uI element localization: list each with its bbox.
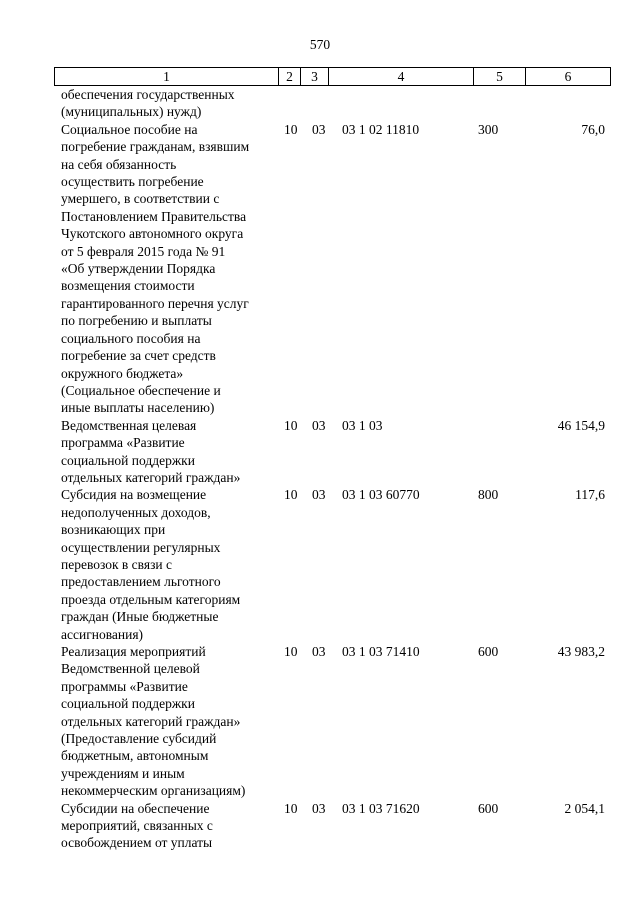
subsection-code: 03	[312, 487, 326, 503]
row-description	[61, 486, 281, 643]
description-line: возникающих при	[61, 522, 166, 538]
description-line: отдельных категорий граждан»	[61, 469, 241, 485]
expense-type-code: 600	[478, 800, 499, 816]
header-col-5: 5	[474, 68, 526, 86]
table-row	[0, 486, 640, 643]
description-line: ассигнования)	[61, 626, 144, 642]
subsection-code: 03	[312, 417, 326, 433]
amount: 46 154,9	[557, 417, 605, 433]
description-line: отдельных категорий граждан»	[61, 713, 241, 729]
description-line: (муниципальных) нужд)	[61, 104, 202, 120]
description-line: социального пособия на	[61, 330, 201, 346]
target-article-code: 03 1 02 11810	[342, 121, 420, 137]
description-line: умершего, в соответствии с	[61, 191, 220, 207]
header-col-1: 1	[55, 68, 279, 86]
description-line: перевозок в связи с	[61, 556, 172, 572]
description-line: иные выплаты населению)	[61, 400, 215, 416]
description-line: программы «Развитие	[61, 678, 188, 694]
description-line: Ведомственной целевой	[61, 661, 200, 677]
table-row	[0, 643, 640, 800]
row-description	[61, 643, 281, 800]
row-description	[61, 86, 281, 121]
expense-type-code: 800	[478, 487, 499, 503]
description-line: Постановлением Правительства	[61, 208, 247, 224]
header-col-3: 3	[301, 68, 329, 86]
section-code: 10	[284, 417, 298, 433]
description-line: обеспечения государственных	[61, 87, 235, 102]
description-line: мероприятий, связанных с	[61, 818, 213, 834]
description-line: граждан (Иные бюджетные	[61, 609, 219, 625]
amount: 76,0	[581, 121, 605, 137]
section-code: 10	[284, 800, 298, 816]
description-line: проезда отдельным категориям	[61, 591, 241, 607]
description-line: Чукотского автономного округа	[61, 226, 244, 242]
target-article-code: 03 1 03 60770	[342, 487, 420, 503]
description-line: на себя обязанность	[61, 156, 177, 172]
table-body	[0, 86, 640, 852]
header-col-4: 4	[329, 68, 474, 86]
description-line: осуществлении регулярных	[61, 539, 221, 555]
amount: 43 983,2	[557, 644, 605, 659]
page-number: 570	[309, 37, 331, 52]
description-line: осуществить погребение	[61, 174, 204, 190]
description-line: предоставлением льготного	[61, 574, 221, 590]
description-line: гарантированного перечня услуг	[61, 295, 249, 311]
description-line: погребение гражданам, взявшим	[61, 139, 250, 155]
header-col-6: 6	[526, 68, 611, 86]
target-article-code: 03 1 03 71620	[342, 800, 420, 816]
description-line: от 5 февраля 2015 года № 91	[61, 243, 226, 259]
table-row	[0, 800, 640, 852]
description-line: Субсидии на обеспечение	[61, 800, 210, 816]
row-description	[61, 121, 281, 417]
subsection-code: 03	[312, 644, 326, 659]
description-line: (Предоставление субсидий	[61, 731, 217, 747]
description-line: по погребению и выплаты	[61, 313, 212, 329]
description-line: (Социальное обеспечение и	[61, 382, 221, 398]
subsection-code: 03	[312, 800, 326, 816]
description-line: программа «Развитие	[61, 435, 185, 451]
target-article-code: 03 1 03 71410	[342, 644, 420, 659]
target-article-code: 03 1 03	[342, 417, 383, 433]
section-code: 10	[284, 121, 298, 137]
description-line: погребение за счет средств	[61, 348, 216, 364]
description-line: освобождением от уплаты	[61, 835, 213, 851]
description-line: «Об утверждении Порядка	[61, 261, 216, 277]
row-description	[61, 417, 281, 487]
expense-type-code: 300	[478, 121, 499, 137]
section-code: 10	[284, 644, 298, 659]
description-line: Реализация мероприятий	[61, 644, 206, 659]
table-row	[0, 417, 640, 487]
subsection-code: 03	[312, 121, 326, 137]
description-line: учреждениям и иным	[61, 765, 185, 781]
expense-type-code: 600	[478, 644, 499, 659]
description-line: окружного бюджета»	[61, 365, 184, 381]
amount: 117,6	[575, 487, 605, 503]
description-line: возмещения стоимости	[61, 278, 195, 294]
description-line: некоммерческим организациям)	[61, 783, 246, 799]
table-row	[0, 121, 640, 417]
description-line: бюджетным, автономным	[61, 748, 209, 764]
description-line: Ведомственная целевая	[61, 417, 197, 433]
description-line: недополученных доходов,	[61, 504, 211, 520]
amount: 2 054,1	[564, 800, 605, 816]
header-col-2: 2	[279, 68, 301, 86]
description-line: социальной поддержки	[61, 452, 195, 468]
description-line: Социальное пособие на	[61, 121, 198, 137]
description-line: социальной поддержки	[61, 696, 195, 712]
section-code: 10	[284, 487, 298, 503]
description-line: Субсидия на возмещение	[61, 487, 207, 503]
row-description	[61, 800, 281, 852]
table-row	[0, 86, 640, 121]
table-header	[54, 67, 611, 86]
